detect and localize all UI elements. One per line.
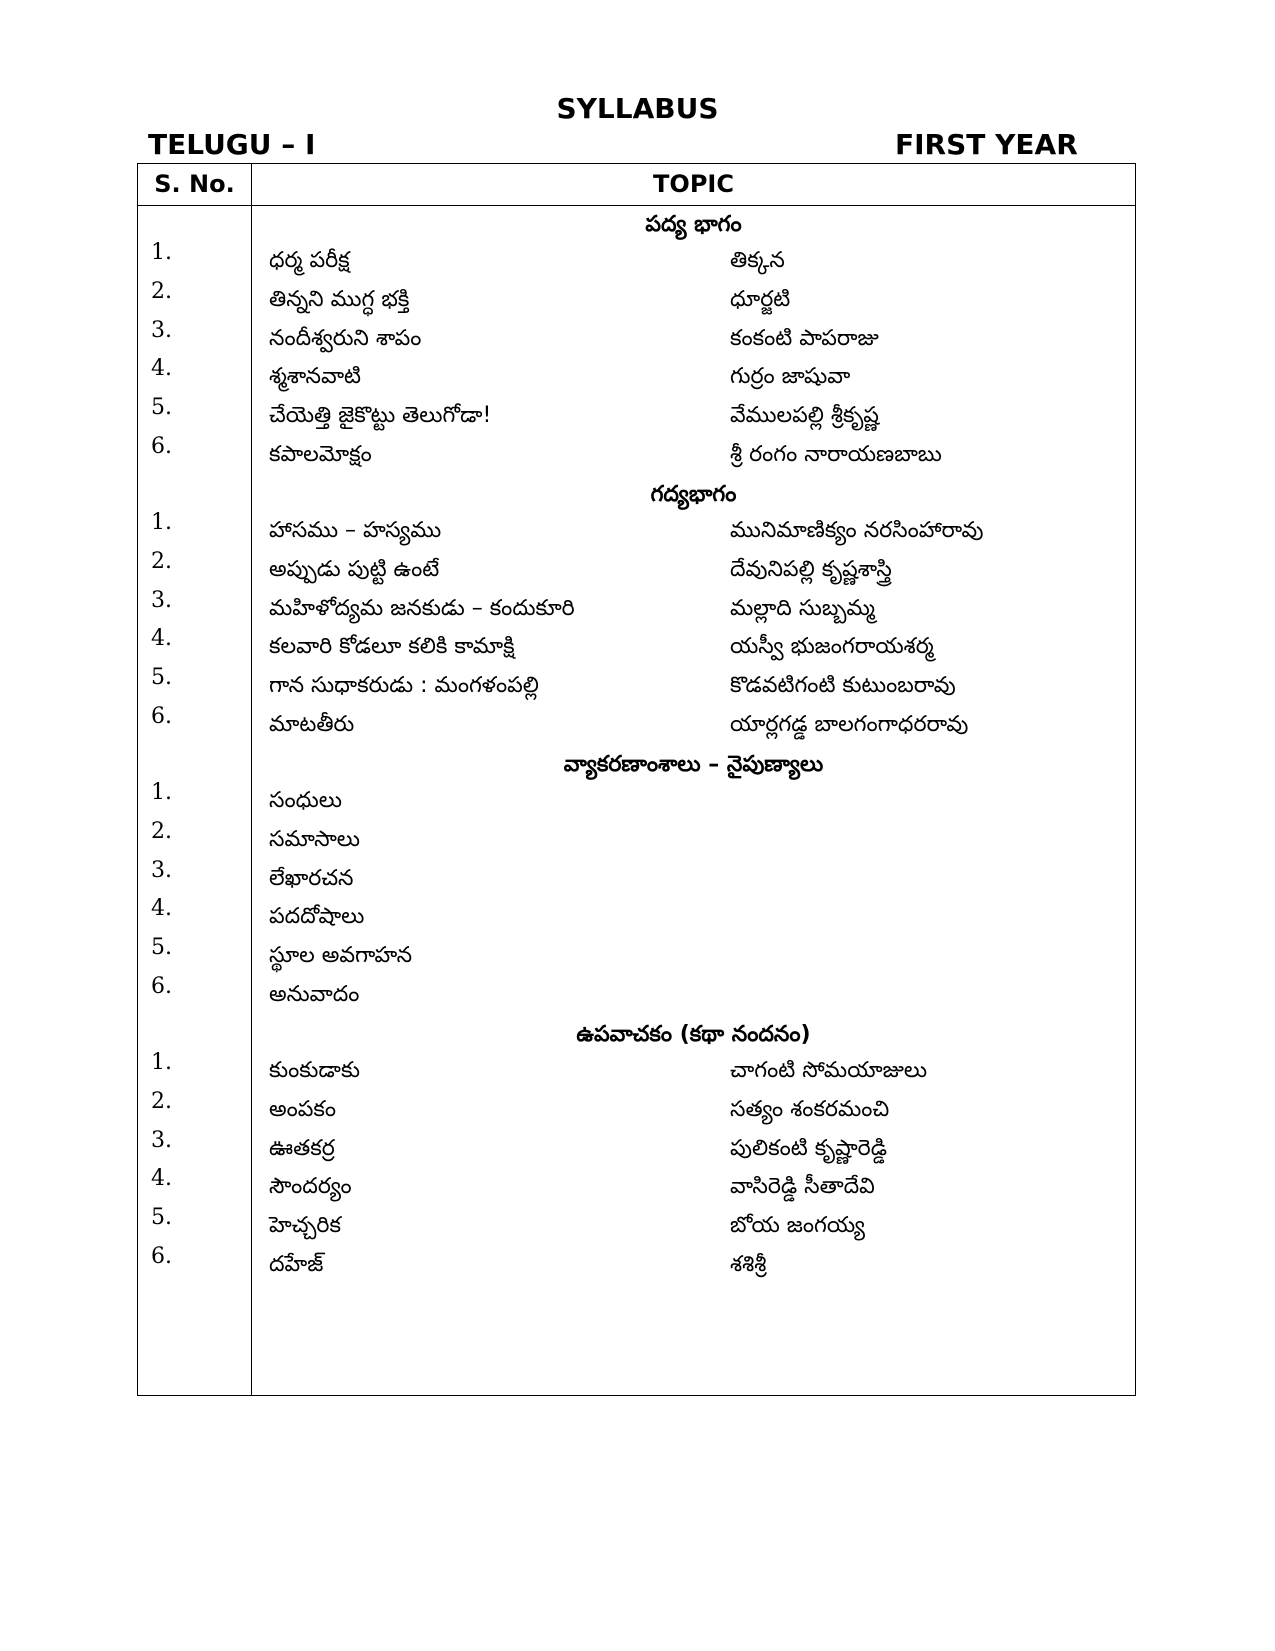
table-row — [138, 511, 1135, 551]
section-title: పద్య భాగం — [645, 212, 742, 237]
serial-number: 5. — [151, 1205, 172, 1231]
author-name: యస్వీ భుజంగరాయశర్మ — [730, 634, 934, 660]
topic-title: మహిళోద్యమ జనకుడు – కందుకూరి — [269, 595, 575, 621]
topic-title: నందీశ్వరుని శాపం — [269, 325, 422, 351]
author-name: శశిశ్రీ — [730, 1252, 767, 1277]
page-title: SYLLABUS — [556, 92, 719, 125]
author-name: యార్లగడ్డ బాలగంగాధరరావు — [730, 712, 969, 737]
table-row — [138, 627, 1135, 667]
table-row — [138, 1090, 1135, 1130]
table-row — [138, 781, 1135, 821]
table-row — [138, 1051, 1135, 1091]
serial-number: 3. — [151, 857, 172, 883]
table-row — [138, 975, 1135, 1015]
table-row — [138, 820, 1135, 860]
serial-number: 4. — [151, 1166, 172, 1192]
table-row — [138, 1167, 1135, 1207]
table-row — [138, 1206, 1135, 1246]
author-name: మల్లాది సుబ్బమ్మ — [730, 595, 875, 621]
syllabus-table — [137, 163, 1136, 1396]
topic-title: అనువాదం — [269, 982, 360, 1007]
author-name: చాగంటి సోమయాజులు — [730, 1058, 928, 1083]
author-name: కంకంటి పాపరాజు — [730, 325, 879, 351]
topic-title: ధర్మ పరీక్ష — [269, 248, 350, 273]
table-row — [138, 897, 1135, 937]
author-name: బోయ జంగయ్య — [730, 1213, 865, 1239]
table-row — [138, 1245, 1135, 1285]
author-name: శ్రీ రంగం నారాయణబాబు — [730, 442, 942, 467]
topic-title: మాటతీరు — [269, 712, 355, 737]
serial-number: 6. — [151, 434, 172, 459]
serial-number: 2. — [151, 278, 172, 304]
author-name: గుర్రం జాషువా — [730, 364, 851, 390]
topic-title: ఊతకర్ర — [269, 1135, 335, 1161]
table-row — [138, 396, 1135, 436]
table-row — [138, 280, 1135, 320]
table-row — [138, 550, 1135, 590]
section-title: వ్యాకరణాంశాలు – నైపుణ్యాలు — [563, 752, 824, 777]
serial-number: 6. — [151, 1244, 172, 1269]
serial-number: 1. — [151, 780, 172, 805]
author-name: పులికంటి కృష్ణారెడ్డి — [730, 1135, 887, 1161]
topic-title: చేయెత్తి జైకొట్టు తెలుగోడా! — [269, 403, 492, 429]
topic-title: సమాసాలు — [269, 826, 360, 852]
table-row — [138, 435, 1135, 475]
serial-number: 3. — [151, 317, 172, 343]
author-name: సత్యం శంకరమంచి — [730, 1096, 890, 1122]
topic-title: కపాలమోక్షం — [269, 442, 372, 467]
topic-title: అంపకం — [269, 1096, 337, 1122]
topic-title: లేఖారచన — [269, 865, 354, 891]
topic-title: కుంకుడాకు — [269, 1058, 361, 1083]
topic-title: పదదోషాలు — [269, 904, 365, 930]
author-name: తిక్కన — [730, 248, 785, 273]
table-row — [138, 589, 1135, 629]
section-title: గద్యభాగం — [650, 482, 737, 507]
serial-number: 6. — [151, 704, 172, 729]
serial-number: 4. — [151, 896, 172, 922]
author-name: మునిమాణిక్యం నరసింహారావు — [730, 518, 984, 543]
serial-number: 3. — [151, 587, 172, 613]
serial-number: 5. — [151, 665, 172, 691]
topic-title: హాసము – హస్యము — [269, 518, 442, 543]
section-title: ఉపవాచకం (కథా నందనం) — [576, 1022, 811, 1047]
serial-number: 5. — [151, 935, 172, 961]
serial-number: 5. — [151, 395, 172, 421]
table-row — [138, 936, 1135, 976]
serial-number: 2. — [151, 818, 172, 844]
topic-title: తిన్నని ముగ్ధ భక్తి — [269, 286, 410, 312]
topic-title: దహేజ్ — [269, 1252, 324, 1277]
author-name: దేవునిపల్లి కృష్ణశాస్త్రి — [730, 556, 892, 582]
serial-number: 1. — [151, 240, 172, 265]
serial-number: 2. — [151, 1088, 172, 1114]
serial-number: 1. — [151, 510, 172, 535]
topic-title: గాన సుధాకరుడు : మంగళంపల్లి — [269, 673, 539, 699]
serial-number: 4. — [151, 356, 172, 382]
author-name: ధూర్జటి — [730, 286, 791, 312]
serial-number: 6. — [151, 974, 172, 999]
author-name: వాసిరెడ్డి సీతాదేవి — [730, 1174, 875, 1200]
table-row — [138, 705, 1135, 745]
topic-title: అప్పుడు పుట్టి ఉంటే — [269, 556, 440, 582]
table-row — [138, 1129, 1135, 1169]
topic-title: స్థూల అవగాహన — [269, 943, 413, 969]
table-row — [138, 859, 1135, 899]
topic-title: శ్మశానవాటి — [269, 364, 362, 390]
serial-number: 1. — [151, 1050, 172, 1075]
topic-title: హెచ్చరిక — [269, 1213, 341, 1239]
year-heading: FIRST YEAR — [895, 128, 1078, 161]
column-header-topic: TOPIC — [653, 170, 734, 198]
serial-number: 4. — [151, 626, 172, 652]
subject-heading: TELUGU – I — [148, 128, 316, 161]
serial-number: 3. — [151, 1127, 172, 1153]
topic-title: సంధులు — [269, 788, 342, 813]
topic-title: కలవారి కోడలూ కలికి కామాక్షి — [269, 634, 515, 660]
author-name: కొడవటిగంటి కుటుంబరావు — [730, 673, 956, 699]
table-row — [138, 319, 1135, 359]
table-row — [138, 241, 1135, 281]
topic-title: సౌందర్యం — [269, 1174, 352, 1200]
author-name: వేములపల్లి శ్రీకృష్ణ — [730, 403, 879, 429]
column-header-sno: S. No. — [154, 170, 235, 198]
serial-number: 2. — [151, 548, 172, 574]
table-row — [138, 357, 1135, 397]
table-row — [138, 666, 1135, 706]
